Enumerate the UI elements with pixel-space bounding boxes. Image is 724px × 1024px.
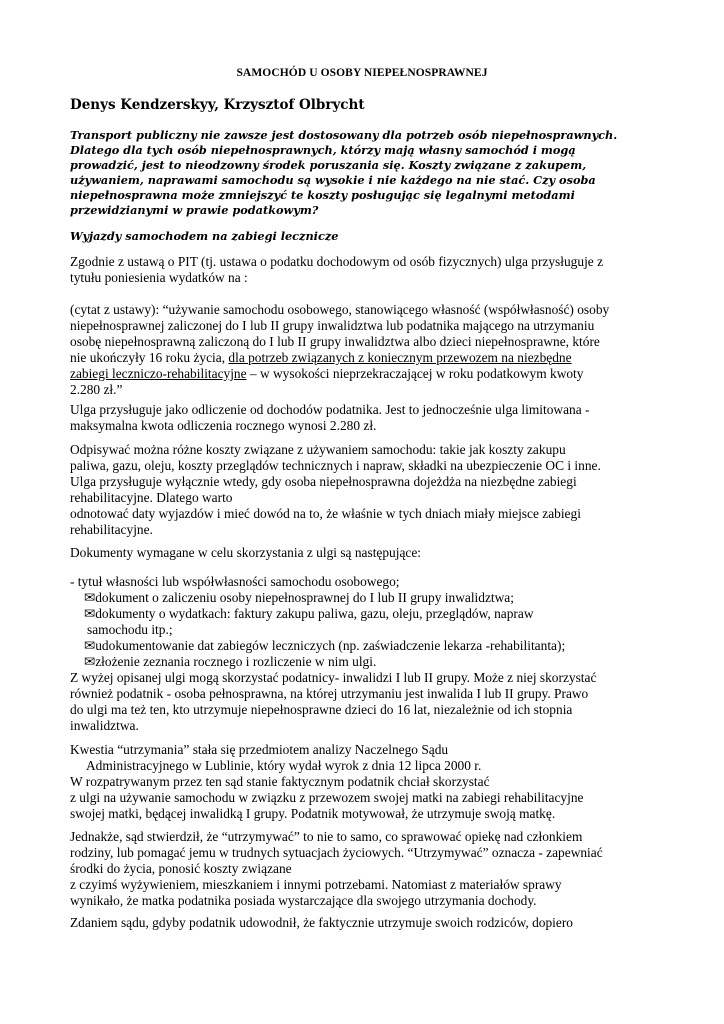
text-line: niepełnosprawnej zaliczonej do I lub II grupy inwalidztwa lub podatnika mającego na utrzymaniu xyxy=(70,318,595,333)
underlined-text: dla potrzeb związanych z koniecznym przewozem na niezbędne xyxy=(228,350,572,365)
envelope-icon: ✉ xyxy=(84,606,96,621)
paragraph-quote xyxy=(70,302,609,398)
text-line: rodziny, lub pomagać jemu w trudnych sytuacjach życiowych. “Utrzymywać” oznacza - zapewniać xyxy=(70,845,603,860)
text-line: rehabilitacyjne. xyxy=(70,522,153,537)
text-line: Jednakże, sąd stwierdził, że “utrzymywać” to nie to samo, co sprawować opiekę nad członkiem xyxy=(70,829,583,844)
text-line: osobę niepełnosprawną zaliczoną do I lub II grupy inwalidztwa albo dzieci niepełnosprawne, które xyxy=(70,334,600,349)
text-line: maksymalna kwota odliczenia rocznego wynosi 2.280 zł. xyxy=(70,418,377,433)
lead-line: Dlatego dla tych osób niepełnosprawnych, którzy mają własny samochód i mogą xyxy=(70,143,576,157)
text-line: Ulga przysługuje wyłącznie wtedy, gdy osoba niepełnosprawna dojeżdża na niezbędne zabiegi xyxy=(70,474,577,489)
text-line: z czyimś wyżywieniem, mieszkaniem i innymi potrzebami. Natomiast z materiałów sprawy xyxy=(70,877,562,892)
text-line xyxy=(70,366,609,382)
text-line: paliwa, gazu, oleju, koszty przeglądów technicznych i napraw, składki na ubezpieczenie OC i inne. xyxy=(70,458,601,473)
list-item: - tytuł własności lub współwłasności samochodu osobowego; xyxy=(70,574,400,589)
paragraph-costs xyxy=(70,442,601,538)
underlined-text: zabiegi leczniczo-rehabilitacyjne xyxy=(70,366,247,381)
quote-text: nie ukończyły 16 roku życia, xyxy=(70,350,229,365)
list-item: ✉dokumenty o wydatkach: faktury zakupu paliwa, gazu, oleju, przeglądów, napraw xyxy=(84,606,534,621)
paragraph-court-ruling xyxy=(70,829,603,909)
text-line: wynikało, że matka podatnika posiada wystarczające dla swojego utrzymania dochody. xyxy=(70,893,537,908)
text-line: środki do życia, ponosić koszty związane xyxy=(70,861,292,876)
text-line: W rozpatrywanym przez ten sąd stanie faktycznym podatnik chciał skorzystać xyxy=(70,774,490,789)
section-heading: Wyjazdy samochodem na zabiegi lecznicze xyxy=(70,229,339,243)
text-line: Kwestia “utrzymania” stała się przedmiotem analizy Naczelnego Sądu xyxy=(70,742,449,757)
text-line: Zgodnie z ustawą o PIT (tj. ustawa o podatku dochodowym od osób fizycznych) ulga przysługuje z xyxy=(70,254,604,269)
paragraph-legal-basis xyxy=(70,254,603,286)
text-line: (cytat z ustawy): “używanie samochodu osobowego, stanowiącego własność (współwłasność) osoby xyxy=(70,302,610,317)
text-line: również podatnik - osoba pełnosprawna, na której utrzymaniu jest inwalida I lub II grupy. Prawo xyxy=(70,686,589,701)
lead-line: używaniem, naprawami samochodu są wysokie i nie każdego na nie stać. Czy osoba xyxy=(70,173,596,187)
text-line: rehabilitacyjne. Dlatego warto xyxy=(70,490,233,505)
authors: Denys Kendzerskyy, Krzysztof Olbrycht xyxy=(70,97,365,113)
document-title: SAMOCHÓD U OSOBY NIEPEŁNOSPRAWNEJ xyxy=(236,67,488,79)
text-line: odnotować daty wyjazdów i mieć dowód na to, że właśnie w tych dniach miały miejsce zabiegi xyxy=(70,506,581,521)
text-line xyxy=(70,350,609,366)
lead-line: prowadzić, jest to nieodzowny środek poruszania się. Koszty związane z zakupem, xyxy=(70,158,587,172)
text-line: swojej matki, będącej inwalidką I grupy. Podatnik motywował, że utrzymuje swoją matkę. xyxy=(70,806,556,821)
text-line: do ulgi ma też ten, kto utrzymuje niepełnosprawne dzieci do 16 lat, niezależnie od ich stopnia xyxy=(70,702,573,717)
envelope-icon: ✉ xyxy=(84,590,96,605)
lead-line: Transport publiczny nie zawsze jest dostosowany dla potrzeb osób niepełnosprawnych. xyxy=(70,128,618,142)
lead-line: niepełnosprawna może zmniejszyć te koszty posługując się legalnymi metodami xyxy=(70,188,575,202)
envelope-icon: ✉ xyxy=(84,654,96,669)
text-line: tytułu poniesienia wydatków na : xyxy=(70,270,248,285)
list-item-continuation: samochodu itp.; xyxy=(87,622,173,637)
text-line: Odpisywać można różne koszty związane z używaniem samochodu: takie jak koszty zakupu xyxy=(70,442,566,457)
paragraph-documents-intro: Dokumenty wymagane w celu skorzystania z ulgi są następujące: xyxy=(70,545,422,560)
text-line: Ulga przysługuje jako odliczenie od dochodów podatnika. Jest to jednocześnie ulga limitowana - xyxy=(70,402,590,417)
quote-text: – w wysokości nieprzekraczającej w roku podatkowym kwoty xyxy=(246,366,584,381)
text-line: Z wyżej opisanej ulgi mogą skorzystać podatnicy- inwalidzi I lub II grupy. Może z niej skorzystać xyxy=(70,670,597,685)
paragraph-eligibility xyxy=(70,670,596,734)
documents-list xyxy=(70,574,565,670)
envelope-icon: ✉ xyxy=(84,638,96,653)
paragraph-court-opinion: Zdaniem sądu, gdyby podatnik udowodnił, że faktycznie utrzymuje swoich rodziców, dopiero xyxy=(70,915,574,930)
lead-line: przewidzianymi w prawie podatkowym? xyxy=(70,203,319,217)
text-line: Administracyjnego w Lublinie, który wydał wyrok z dnia 12 lipca 2000 r. xyxy=(86,758,482,773)
lead-paragraph xyxy=(70,128,670,218)
text-line: z ulgi na używanie samochodu w związku z przewozem swojej matki na zabiegi rehabilitacyjne xyxy=(70,790,584,805)
paragraph-deduction xyxy=(70,402,590,434)
list-item: ✉złożenie zeznania rocznego i rozliczenie w nim ulgi. xyxy=(84,654,377,669)
text-line: 2.280 zł.” xyxy=(70,382,123,397)
list-item: ✉dokument o zaliczeniu osoby niepełnosprawnej do I lub II grupy inwalidztwa; xyxy=(84,590,514,605)
text-line: inwalidztwa. xyxy=(70,718,139,733)
paragraph-court-case xyxy=(70,742,583,822)
list-item: ✉udokumentowanie dat zabiegów leczniczych (np. zaświadczenie lekarza -rehabilitanta); xyxy=(84,638,566,653)
